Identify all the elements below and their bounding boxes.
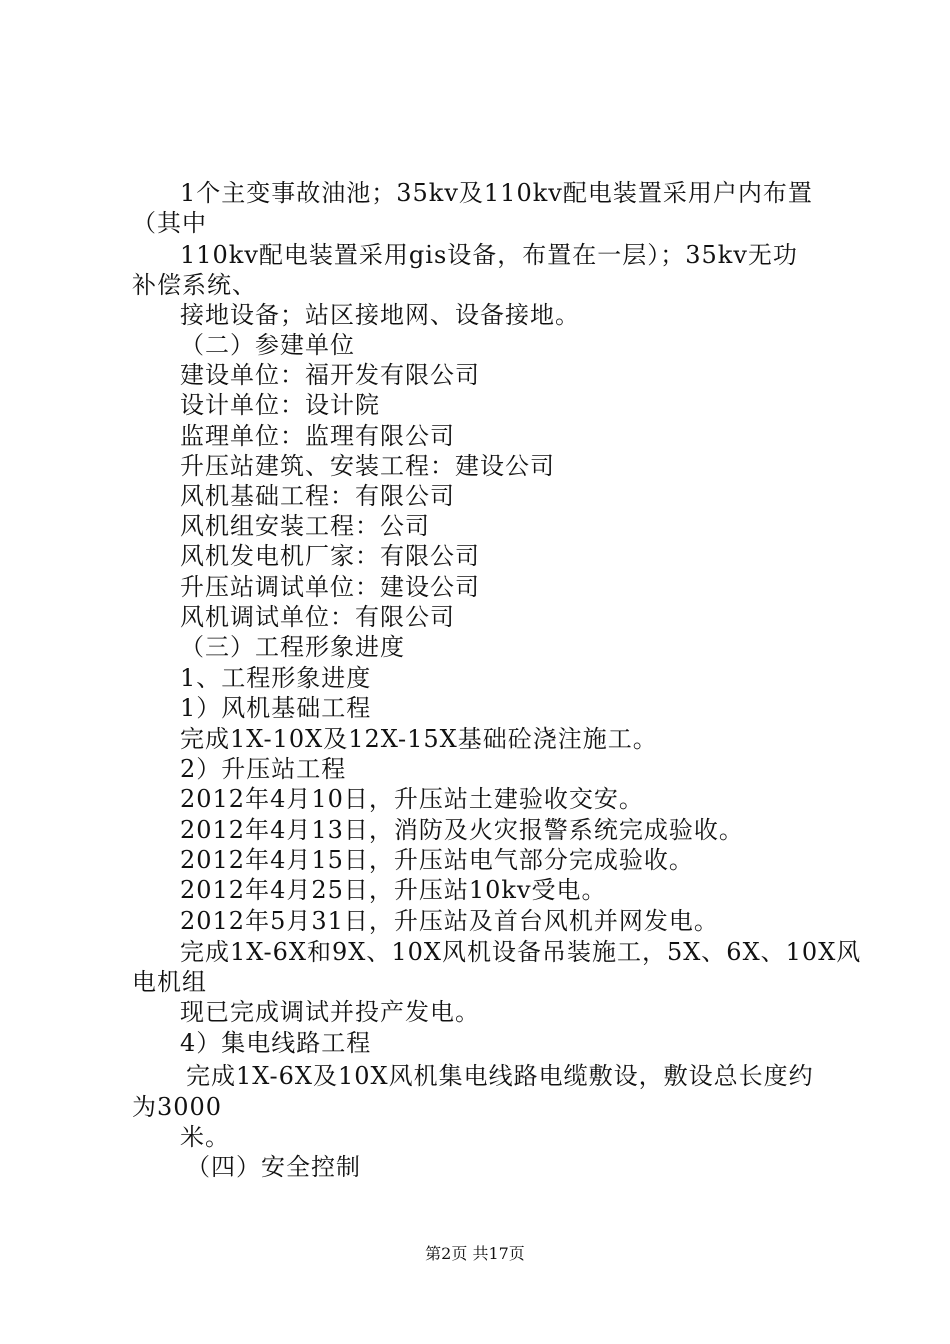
page-footer: 第2页 共17页 [425, 1244, 525, 1263]
paragraph-line: 风机组安装工程：公司 [180, 512, 430, 540]
paragraph-line: 升压站建筑、安装工程：建设公司 [180, 452, 555, 480]
paragraph-line: 设计单位：设计院 [180, 391, 380, 419]
paragraph-line: 建设单位：福开发有限公司 [180, 361, 480, 389]
section-heading: （二）参建单位 [180, 331, 355, 359]
section-heading: （四）安全控制 [186, 1153, 361, 1181]
paragraph-line: 补偿系统、 [132, 271, 257, 299]
paragraph-line: 1个主变事故油池；35kv及110kv配电装置采用户内布置 [180, 179, 813, 207]
paragraph-line: 完成1X-10X及12X-15X基础砼浇注施工。 [180, 725, 658, 753]
paragraph-line: 2012年4月10日，升压站土建验收交安。 [180, 785, 644, 813]
paragraph-line: 监理单位：监理有限公司 [180, 422, 455, 450]
paragraph-line: 风机调试单位：有限公司 [180, 603, 455, 631]
paragraph-line: 2012年5月31日，升压站及首台风机并网发电。 [180, 907, 719, 935]
subsection-heading: 4）集电线路工程 [180, 1029, 372, 1057]
paragraph-line: 为3000 [132, 1093, 223, 1121]
paragraph-line: 2012年4月13日，消防及火灾报警系统完成验收。 [180, 816, 744, 844]
paragraph-line: 米。 [180, 1123, 230, 1151]
subsection-heading: 1）风机基础工程 [180, 694, 372, 722]
paragraph-line: 110kv配电装置采用gis设备，布置在一层）；35kv无功 [180, 241, 798, 269]
paragraph-line: 电机组 [132, 968, 207, 996]
paragraph-line: 2012年4月15日，升压站电气部分完成验收。 [180, 846, 694, 874]
section-heading: （三）工程形象进度 [180, 633, 405, 661]
paragraph-line: 完成1X-6X和9X、10X风机设备吊装施工，5X、6X、10X风 [180, 938, 862, 966]
paragraph-line: 风机基础工程：有限公司 [180, 482, 455, 510]
subsection-heading: 2）升压站工程 [180, 755, 347, 783]
subsection-heading: 1、工程形象进度 [180, 664, 372, 692]
paragraph-line: 接地设备；站区接地网、设备接地。 [180, 301, 580, 329]
paragraph-line: 2012年4月25日，升压站10kv受电。 [180, 876, 607, 904]
paragraph-line: 风机发电机厂家：有限公司 [180, 542, 480, 570]
paragraph-line: 现已完成调试并投产发电。 [180, 998, 480, 1026]
paragraph-line: （其中 [132, 209, 207, 237]
paragraph-line: 完成1X-6X及10X风机集电线路电缆敷设，敷设总长度约 [186, 1062, 814, 1090]
paragraph-line: 升压站调试单位：建设公司 [180, 573, 480, 601]
